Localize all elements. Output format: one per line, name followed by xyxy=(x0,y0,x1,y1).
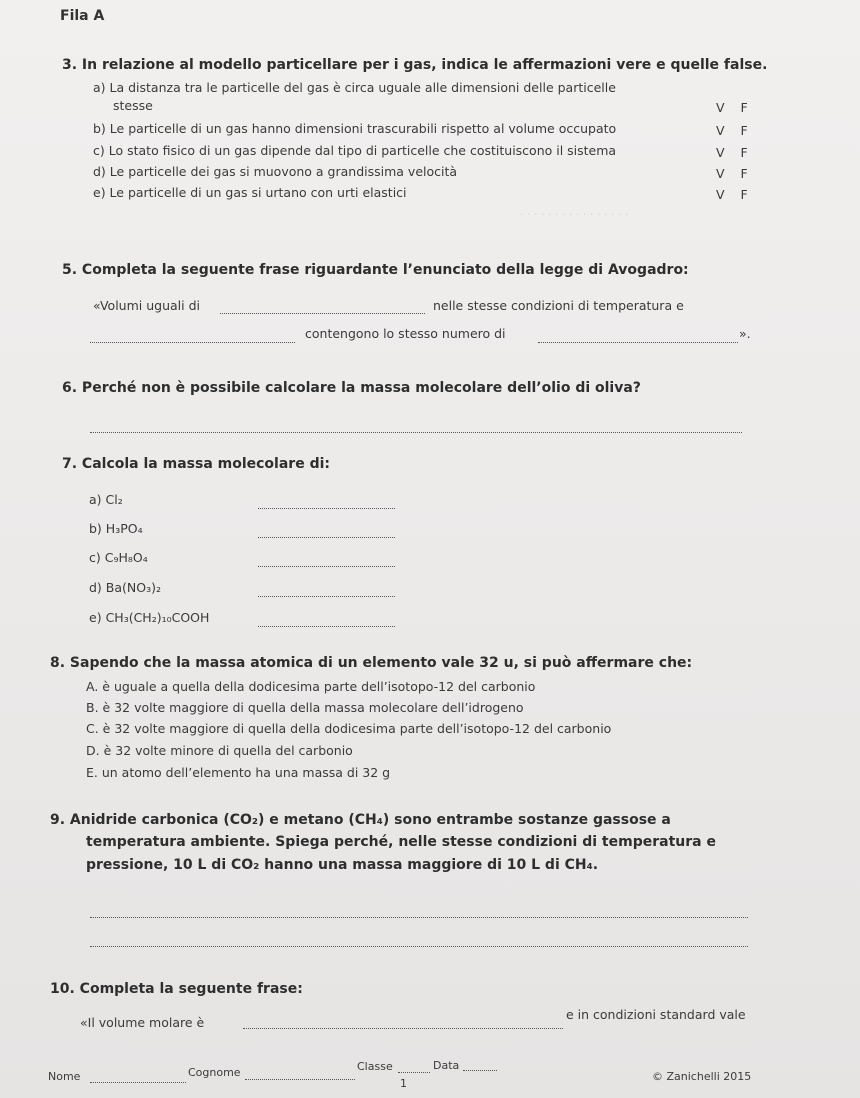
q6-answer-line[interactable] xyxy=(90,431,742,433)
q8-option-b[interactable]: B. è 32 volte maggiore di quella della massa molecolare dell’idrogeno xyxy=(86,700,524,715)
item-label: a) xyxy=(89,492,102,507)
q3-vf-e[interactable] xyxy=(716,187,754,202)
bleed-through: . . . . . . . . . . . . . . . . xyxy=(520,205,629,218)
formula: C₉H₈O₄ xyxy=(104,550,148,565)
q3-item-a: a) La distanza tra le particelle del gas è circa uguale alle dimensioni delle particelle xyxy=(93,80,616,95)
q7-blank-b[interactable] xyxy=(258,536,395,538)
footer-cognome-blank[interactable] xyxy=(245,1078,355,1080)
item-label: e) xyxy=(89,610,102,625)
q7-item-d xyxy=(89,580,161,595)
q9-title-line2: temperatura ambiente. Spiega perché, nelle stesse condizioni di temperatura e xyxy=(86,834,716,850)
q10-part1: «Il volume molare è xyxy=(80,1015,205,1030)
q8-option-c[interactable]: C. è 32 volte maggiore di quella della dodicesima parte dell’isotopo-12 del carbonio xyxy=(86,721,612,736)
q8-option-e[interactable]: E. un atomo dell’elemento ha una massa di 32 g xyxy=(86,765,391,780)
formula: Cl₂ xyxy=(105,492,123,507)
q5-blank-3[interactable] xyxy=(538,341,738,343)
q3-item-e: e) Le particelle di un gas si urtano con urti elastici xyxy=(93,185,407,200)
formula: Ba(NO₃)₂ xyxy=(105,580,161,595)
q3-vf-d[interactable] xyxy=(716,166,754,181)
false-option[interactable]: F xyxy=(740,123,754,138)
false-option[interactable]: F xyxy=(740,100,754,115)
q5-blank-1[interactable] xyxy=(220,312,425,314)
q10-title: 10. Completa la seguente frase: xyxy=(50,981,303,997)
q7-item-e xyxy=(89,610,209,625)
q3-vf-a[interactable] xyxy=(716,100,754,115)
true-option[interactable]: V xyxy=(716,123,731,138)
item-label: d) xyxy=(89,580,102,595)
q5-part3: contengono lo stesso numero di xyxy=(305,326,506,341)
false-option[interactable]: F xyxy=(740,166,754,181)
q5-part2: nelle stesse condizioni di temperatura e xyxy=(433,298,684,313)
q7-item-c xyxy=(89,550,148,565)
false-option[interactable]: F xyxy=(740,145,754,160)
page-number: 1 xyxy=(400,1077,407,1090)
false-option[interactable]: F xyxy=(740,187,754,202)
copyright: © Zanichelli 2015 xyxy=(652,1070,752,1083)
q9-title-line3: pressione, 10 L di CO₂ hanno una massa maggiore di 10 L di CH₄. xyxy=(86,857,599,873)
footer-nome-blank[interactable] xyxy=(90,1081,186,1083)
q10-blank-1[interactable] xyxy=(243,1027,563,1029)
q3-item-a-cont: stesse xyxy=(113,98,153,113)
q8-option-a[interactable]: A. è uguale a quella della dodicesima parte dell’isotopo-12 del carbonio xyxy=(86,679,536,694)
q7-title: 7. Calcola la massa molecolare di: xyxy=(62,456,330,472)
footer-nome-label: Nome xyxy=(48,1070,81,1083)
q8-title: 8. Sapendo che la massa atomica di un elemento vale 32 u, si può affermare che: xyxy=(50,655,693,671)
q3-item-b: b) Le particelle di un gas hanno dimensioni trascurabili rispetto al volume occupato xyxy=(93,121,617,136)
q3-item-d: d) Le particelle dei gas si muovono a grandissima velocità xyxy=(93,164,458,179)
footer-classe-label: Classe xyxy=(357,1060,393,1073)
q5-part1: «Volumi uguali di xyxy=(93,298,200,313)
q3-vf-c[interactable] xyxy=(716,145,754,160)
q8-option-d[interactable]: D. è 32 volte minore di quella del carbonio xyxy=(86,743,353,758)
fila-label: Fila A xyxy=(60,8,105,24)
q6-title: 6. Perché non è possibile calcolare la massa molecolare dell’olio di oliva? xyxy=(62,380,641,396)
footer-data-blank[interactable] xyxy=(463,1069,497,1071)
q9-answer-line-2[interactable] xyxy=(90,945,748,947)
q10-part2: e in condizioni standard vale xyxy=(566,1007,746,1022)
true-option[interactable]: V xyxy=(716,100,731,115)
q7-item-a xyxy=(89,492,123,507)
q5-end: ». xyxy=(739,326,751,341)
footer-data-label: Data xyxy=(433,1059,460,1072)
q3-title: 3. In relazione al modello particellare per i gas, indica le affermazioni vere e quelle false. xyxy=(62,57,768,73)
q7-blank-c[interactable] xyxy=(258,565,395,567)
footer-classe-blank[interactable] xyxy=(398,1071,430,1073)
true-option[interactable]: V xyxy=(716,145,731,160)
q7-blank-d[interactable] xyxy=(258,595,395,597)
q7-item-b xyxy=(89,521,143,536)
formula: H₃PO₄ xyxy=(105,521,143,536)
formula: CH₃(CH₂)₁₀COOH xyxy=(105,610,210,625)
footer-cognome-label: Cognome xyxy=(188,1066,241,1079)
true-option[interactable]: V xyxy=(716,166,731,181)
q5-blank-2[interactable] xyxy=(90,341,295,343)
q9-answer-line-1[interactable] xyxy=(90,916,748,918)
q3-vf-b[interactable] xyxy=(716,123,754,138)
q7-blank-e[interactable] xyxy=(258,625,395,627)
item-label: c) xyxy=(89,550,101,565)
q5-title: 5. Completa la seguente frase riguardante l’enunciato della legge di Avogadro: xyxy=(62,262,689,278)
item-label: b) xyxy=(89,521,102,536)
q9-title-line1: 9. Anidride carbonica (CO₂) e metano (CH₄) sono entrambe sostanze gassose a xyxy=(50,812,671,828)
q7-blank-a[interactable] xyxy=(258,507,395,509)
q3-item-c: c) Lo stato fisico di un gas dipende dal tipo di particelle che costituiscono il sistema xyxy=(93,143,617,158)
true-option[interactable]: V xyxy=(716,187,731,202)
